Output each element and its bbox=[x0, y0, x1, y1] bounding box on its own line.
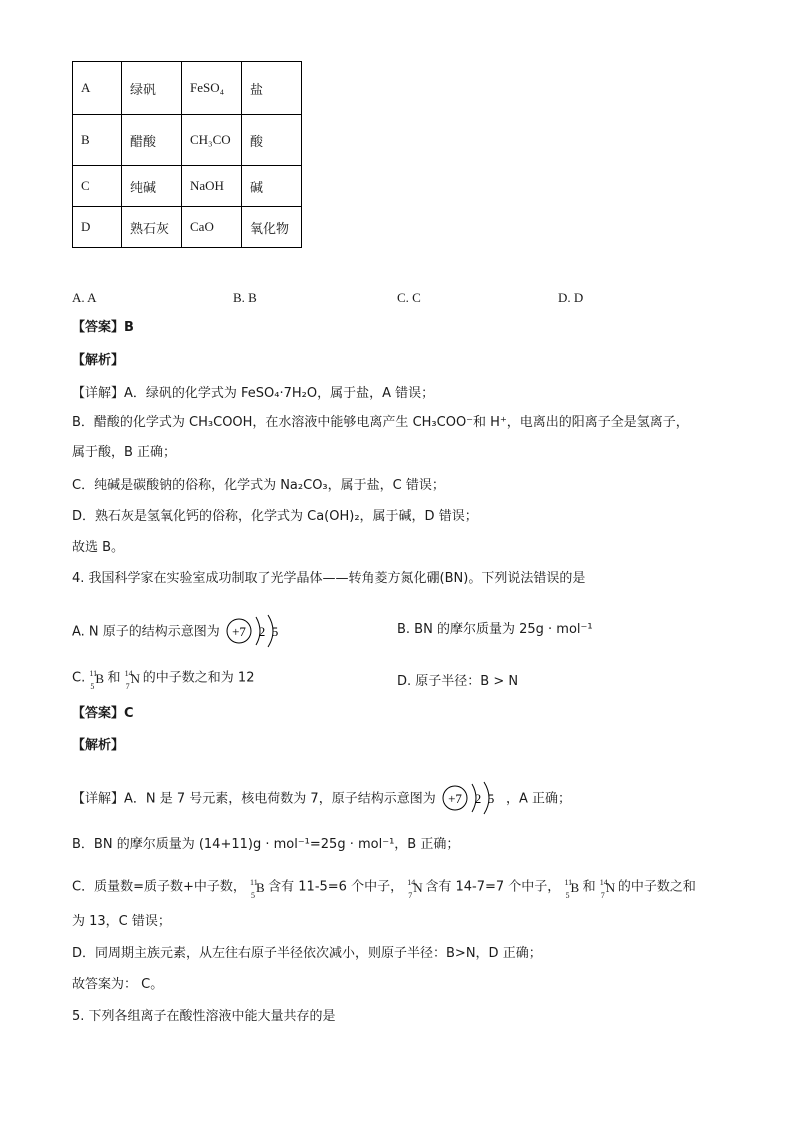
analysis-label: 【解析】 bbox=[72, 353, 125, 368]
choice-a bbox=[72, 617, 286, 647]
table-cell-name: 醋酸 bbox=[122, 115, 182, 166]
detail-c-suffix: 的中子数之和 bbox=[617, 879, 696, 895]
detail-line: 属于酸，B 正确； bbox=[72, 445, 177, 460]
table-cell-label: D bbox=[73, 207, 122, 248]
table-cell-label: A bbox=[73, 62, 122, 115]
atom-structure-diagram bbox=[440, 784, 502, 814]
choice-d: D. D bbox=[558, 290, 584, 305]
table-cell-label: C bbox=[73, 166, 122, 207]
shell-2-electrons: 5 bbox=[271, 624, 279, 639]
answer-label: 【答案】C bbox=[72, 706, 134, 721]
choice-b: B. BN 的摩尔质量为 25g · mol⁻¹ bbox=[397, 622, 593, 637]
detail-c-prefix: C．质量数=质子数+中子数， bbox=[72, 879, 246, 895]
choice-c bbox=[72, 669, 255, 691]
detail-c-mid2: 含有 14-7=7 个中子， bbox=[425, 879, 561, 895]
analysis-label: 【解析】 bbox=[72, 738, 125, 753]
detail-c-mid1: 含有 11-5=6 个中子， bbox=[268, 879, 404, 895]
question-stem: 4. 我国科学家在实验室成功制取了光学晶体——转角菱方氮化硼(BN)。下列说法错误的是 bbox=[72, 571, 586, 586]
isotope-b11: 11 5 B bbox=[250, 878, 265, 900]
detail-line: D．熟石灰是氢氧化钙的俗称，化学式为 Ca(OH)₂，属于碱，D 错误； bbox=[72, 509, 478, 524]
answer-label: 【答案】B bbox=[72, 320, 134, 335]
nucleus-charge: +7 bbox=[232, 624, 246, 639]
conclusion: 故答案为： C。 bbox=[72, 977, 164, 992]
detail-line: 【详解】A．绿矾的化学式为 FeSO₄·7H₂O，属于盐，A 错误； bbox=[72, 386, 435, 401]
table-row bbox=[73, 207, 302, 248]
table-cell-formula: CaO bbox=[182, 207, 242, 248]
choice-c-suffix: 的中子数之和为 12 bbox=[142, 670, 255, 686]
table-cell-name: 熟石灰 bbox=[122, 207, 182, 248]
table-row bbox=[73, 62, 302, 115]
table-cell-name: 绿矾 bbox=[122, 62, 182, 115]
shell-2-electrons: 5 bbox=[487, 791, 495, 806]
table-row bbox=[73, 166, 302, 207]
detail-line bbox=[72, 784, 571, 814]
choice-c-mid: 和 bbox=[107, 670, 121, 686]
isotope-b11: 11 5 B bbox=[89, 669, 105, 691]
detail-line: 为 13，C 错误； bbox=[72, 914, 171, 929]
choice-c: C. C bbox=[397, 290, 421, 305]
table-cell-formula: NaOH bbox=[182, 166, 242, 207]
shell-1-electrons: 2 bbox=[474, 791, 482, 806]
detail-line: B．BN 的摩尔质量为 (14+11)g · mol⁻¹=25g · mol⁻¹，B 正确； bbox=[72, 837, 460, 852]
table-cell-category: 碱 bbox=[242, 166, 302, 207]
nucleus-charge: +7 bbox=[447, 791, 462, 806]
choice-b: B. B bbox=[233, 290, 257, 305]
choice-a: A. A bbox=[72, 290, 97, 305]
question-stem: 5. 下列各组离子在酸性溶液中能大量共存的是 bbox=[72, 1009, 336, 1024]
detail-line: B．醋酸的化学式为 CH₃COOH，在水溶液中能够电离产生 CH₃COO⁻和 H⁺，电离出的阳离子全是氢离子， bbox=[72, 415, 689, 430]
detail-line: D．同周期主族元素，从左往右原子半径依次减小，则原子半径：B>N，D 正确； bbox=[72, 946, 542, 961]
table-cell-category: 氧化物 bbox=[242, 207, 302, 248]
detail-line bbox=[72, 878, 696, 900]
detail-a-suffix: ，A 正确； bbox=[505, 791, 572, 807]
table-cell-name: 纯碱 bbox=[122, 166, 182, 207]
conclusion: 故选 B。 bbox=[72, 540, 125, 555]
detail-c-mid3: 和 bbox=[582, 879, 596, 895]
choice-d: D. 原子半径：B > N bbox=[397, 674, 519, 689]
table-cell-category: 盐 bbox=[242, 62, 302, 115]
table-cell-formula: CH₃CO bbox=[182, 115, 242, 166]
isotope-n14: 14 7 N bbox=[599, 878, 616, 900]
atom-structure-diagram bbox=[224, 617, 286, 647]
isotope-n14: 14 7 N bbox=[124, 669, 141, 691]
table-row bbox=[73, 115, 302, 166]
table-cell-formula: FeSO₄ bbox=[182, 62, 242, 115]
detail-a-prefix: 【详解】A．N 是 7 号元素，核电荷数为 7，原子结构示意图为 bbox=[72, 791, 436, 807]
isotope-b11: 11 5 B bbox=[564, 878, 580, 900]
table-cell-category: 酸 bbox=[242, 115, 302, 166]
detail-line: C．纯碱是碳酸钠的俗称，化学式为 Na₂CO₃，属于盐，C 错误； bbox=[72, 478, 445, 493]
choice-c-prefix: C. bbox=[72, 670, 86, 686]
isotope-n14: 14 7 N bbox=[407, 878, 423, 900]
options-table bbox=[72, 61, 302, 248]
shell-1-electrons: 2 bbox=[258, 624, 266, 639]
choice-a-text: A. N 原子的结构示意图为 bbox=[72, 624, 220, 640]
table-cell-label: B bbox=[73, 115, 122, 166]
